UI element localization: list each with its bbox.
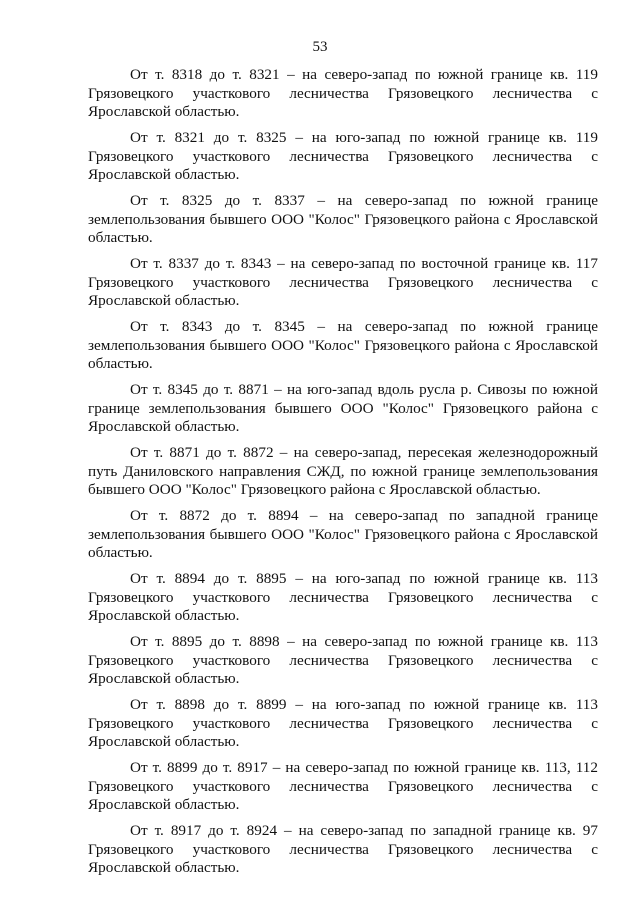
boundary-paragraph: От т. 8899 до т. 8917 – на северо-запад по южной границе кв. 113, 112 Грязовецкого участкового лесничества Грязовецкого лесничества с Ярославской областью.	[88, 759, 598, 813]
boundary-paragraph: От т. 8318 до т. 8321 – на северо-запад по южной границе кв. 119 Грязовецкого участкового лесничества Грязовецкого лесничества с Ярославской областью.	[88, 66, 598, 120]
boundary-paragraph: От т. 8343 до т. 8345 – на северо-запад по южной границе землепользования бывшего ООО "Колос" Грязовецкого района с Ярославской областью.	[88, 318, 598, 372]
boundary-paragraph: От т. 8894 до т. 8895 – на юго-запад по южной границе кв. 113 Грязовецкого участкового лесничества Грязовецкого лесничества с Ярославской областью.	[88, 570, 598, 624]
boundary-paragraph: От т. 8895 до т. 8898 – на северо-запад по южной границе кв. 113 Грязовецкого участкового лесничества Грязовецкого лесничества с Ярославской областью.	[88, 633, 598, 687]
boundary-paragraph: От т. 8917 до т. 8924 – на северо-запад по западной границе кв. 97 Грязовецкого участкового лесничества Грязовецкого лесничества с Ярославской областью.	[88, 822, 598, 876]
page-number: 53	[312, 39, 328, 55]
boundary-paragraph: От т. 8345 до т. 8871 – на юго-запад вдоль русла р. Сивозы по южной границе землепользования бывшего ООО "Колос" Грязовецкого района с Ярославской областью.	[88, 381, 598, 435]
boundary-paragraph: От т. 8872 до т. 8894 – на северо-запад по западной границе землепользования бывшего ООО "Колос" Грязовецкого района с Ярославской областью.	[88, 507, 598, 561]
boundary-paragraph: От т. 8325 до т. 8337 – на северо-запад по южной границе землепользования бывшего ООО "Колос" Грязовецкого района с Ярославской областью.	[88, 192, 598, 246]
boundary-paragraph: От т. 8871 до т. 8872 – на северо-запад, пересекая железнодорожный путь Даниловского направления СЖД, по южной границе землепользования бывшего ООО "Колос" Грязовецкого района с Ярославской областью.	[88, 444, 598, 498]
boundary-paragraph: От т. 8337 до т. 8343 – на северо-запад по восточной границе кв. 117 Грязовецкого участкового лесничества Грязовецкого лесничества с Ярославской областью.	[88, 255, 598, 309]
boundary-paragraph: От т. 8898 до т. 8899 – на юго-запад по южной границе кв. 113 Грязовецкого участкового лесничества Грязовецкого лесничества с Ярославской областью.	[88, 696, 598, 750]
boundary-paragraph: От т. 8321 до т. 8325 – на юго-запад по южной границе кв. 119 Грязовецкого участкового лесничества Грязовецкого лесничества с Ярославской областью.	[88, 129, 598, 183]
document-body	[88, 66, 598, 885]
